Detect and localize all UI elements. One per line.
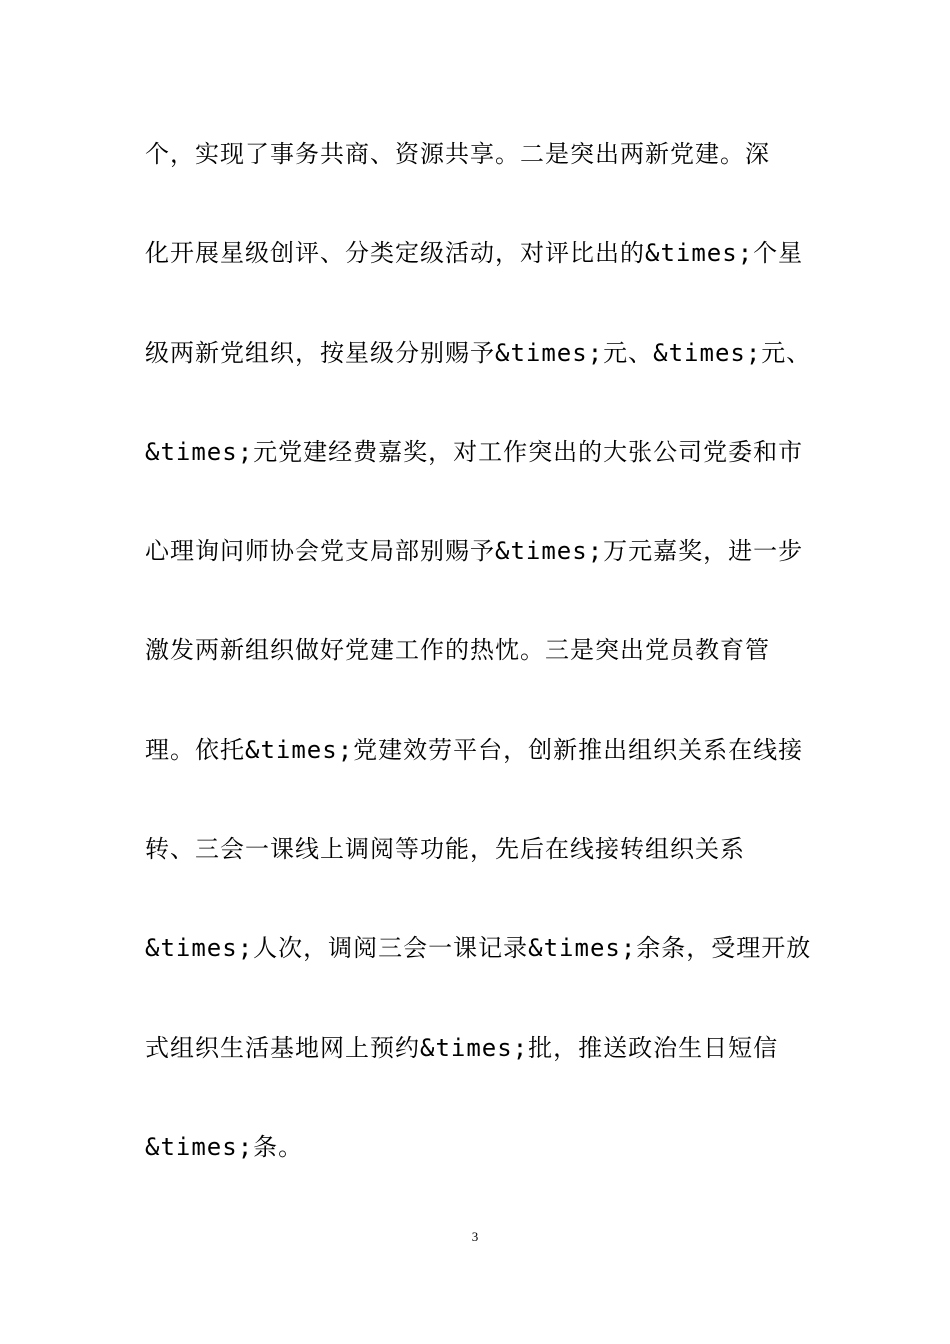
text-line: 化开展星级创评、分类定级活动，对评比出的&times;个星	[145, 239, 804, 268]
text-line: &times;元党建经费嘉奖，对工作突出的大张公司党委和市	[145, 437, 804, 466]
page-number: 3	[471, 1229, 479, 1244]
text-line: 理。依托&times;党建效劳平台，创新推出组织关系在线接	[145, 735, 804, 764]
text-line: 个，实现了事务共商、资源共享。二是突出两新党建。深	[145, 140, 770, 168]
text-line: &times;人次，调阅三会一课记录&times;余条，受理开放	[145, 934, 812, 963]
text-line: &times;条。	[145, 1132, 304, 1161]
text-line: 转、三会一课线上调阅等功能，先后在线接转组织关系	[145, 835, 745, 864]
text-line: 式组织生活基地网上预约&times;批，推送政治生日短信	[145, 1033, 779, 1062]
text-line: 级两新党组织，按星级分别赐予&times;元、&times;元、	[145, 338, 812, 367]
text-line: 激发两新组织做好党建工作的热忱。三是突出党员教育管	[145, 636, 770, 665]
body-text	[145, 126, 815, 1218]
text-line: 心理询问师协会党支局部别赐予&times;万元嘉奖，进一步	[145, 537, 804, 566]
